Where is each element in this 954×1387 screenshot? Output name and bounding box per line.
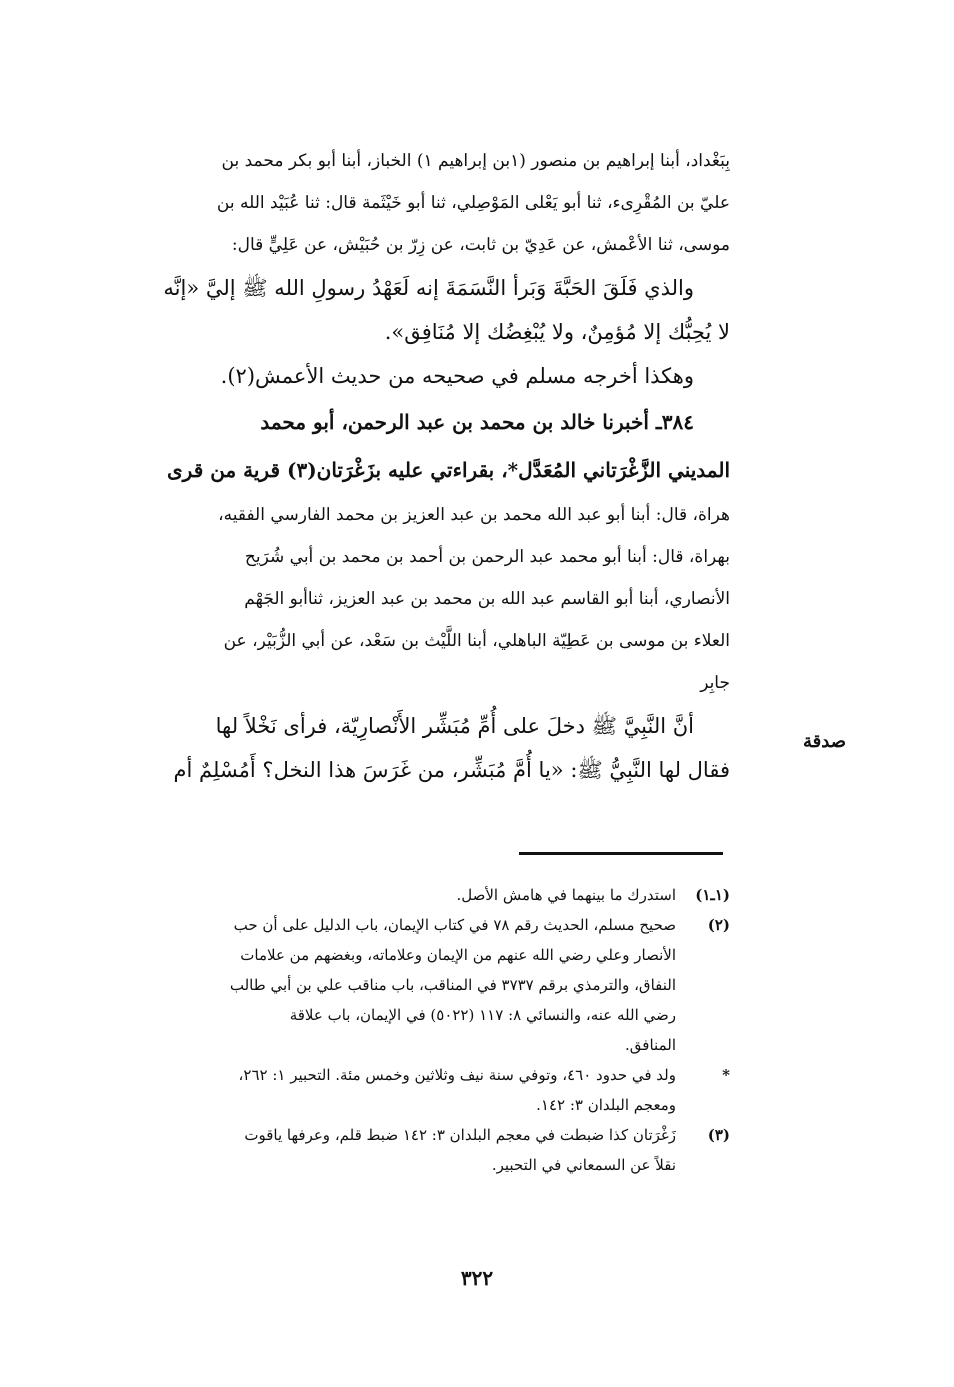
text-line: العلاء بن موسى بن عَطِيّة الباهلي، أبنا اللَّيْث بن سَعْد، عن أبي الزُّبَيْر، عن <box>223 631 730 651</box>
footnote-marker: (١ـ١) <box>695 886 730 904</box>
page-number: ٣٢٢ <box>460 1266 494 1290</box>
text-line: هراة، قال: أبنا أبو عبد الله محمد بن عبد العزيز بن محمد الفارسي الفقيه، <box>218 505 730 525</box>
footnote-line: الأنصار وعلي رضي الله عنهم من الإيمان وعلاماته، وبغضهم من علامات <box>240 946 676 964</box>
hadith-text-line: لا يُحِبُّك إلا مُؤمِنٌ، ولا يُبْغِضُك إلا مُنَافِق». <box>384 320 730 344</box>
footnote-marker: (٢) <box>707 916 730 934</box>
text-line: عليّ بن المُقْرِىء، ثنا أبو يَعْلى المَوْصِلي، ثنا أبو خَيْثَمة قال: ثنا عُبَيْد الله بن <box>216 193 730 213</box>
footnote-line: رضي الله عنه، والنسائي ٨: ١١٧ (٥٠٢٢) في الإيمان، باب علاقة <box>289 1006 676 1024</box>
footnotes <box>118 880 730 1180</box>
hadith-text-line: والذي فَلَقَ الحَبَّةَ وَبَرأ النَّسَمَةَ إنه لَعَهْدُ رسولِ الله ﷺ إليَّ «إنَّه <box>163 276 694 300</box>
text-line: جابِر <box>700 673 730 693</box>
text-line: موسى، ثنا الأعْمش، عن عَدِيّ بن ثابت، عن زِرّ بن حُبَيْش، عن عَلِيٍّ قال: <box>231 235 730 255</box>
footnote-line: استدرك ما بينهما في هامش الأصل. <box>456 886 676 904</box>
footnote-line: المنافق. <box>625 1036 676 1054</box>
footnote-marker: (٣) <box>707 1126 730 1144</box>
footnote-divider <box>519 852 723 855</box>
entry-heading-line: المديني الزَّغْرَتاني المُعَدَّل*، بقراءتي عليه بزَغْرَتان(٣) قرية من قرى <box>167 458 730 482</box>
text-line: بهراة، قال: أبنا أبو محمد عبد الرحمن بن أحمد بن محمد بن أبي شُرَيح <box>244 547 730 567</box>
hadith-text-line: فقال لها النَّبِيُّ ﷺ: «يا أُمَّ مُبَشِّر، من غَرَسَ هذا النخل؟ أَمُسْلِمٌ أم <box>173 758 730 782</box>
main-text <box>118 140 730 792</box>
footnote <box>118 1060 730 1120</box>
hadith-text-line: أنَّ النَّبِيَّ ﷺ دخلَ على أُمِّ مُبَشِّر الأَنْصارِيّة، فرأى نَخْلاً لها <box>215 714 694 738</box>
footnote <box>118 1120 730 1180</box>
note-line: وهكذا أخرجه مسلم في صحيحه من حديث الأعمش(٢). <box>220 364 694 388</box>
footnote-line: صحيح مسلم، الحديث رقم ٧٨ في كتاب الإيمان، باب الدليل على أن حب <box>233 916 676 934</box>
footnote <box>118 910 730 1060</box>
footnote-line: زَغْرَتان كذا ضبطت في معجم البلدان ٣: ١٤٢ ضبط قلم، وعرفها ياقوت <box>244 1126 676 1144</box>
footnote-line: النفاق، والترمذي برقم ٣٧٣٧ في المناقب، باب مناقب علي بن أبي طالب <box>229 976 676 994</box>
entry-heading-line: ٣٨٤ـ أخبرنا خالد بن محمد بن عبد الرحمن، أبو محمد <box>260 410 694 434</box>
text-line: الأنصاري، أبنا أبو القاسم عبد الله بن محمد بن عبد العزيز، ثناأبو الجَهْم <box>244 589 730 609</box>
footnote <box>118 880 730 910</box>
footnote-marker: * <box>722 1066 730 1084</box>
margin-note: صدقة <box>803 731 846 752</box>
footnote-line: نقلاً عن السمعاني في التحبير. <box>491 1156 676 1174</box>
text-line: بِبَغْداد، أبنا إبراهيم بن منصور (١بن إبراهيم ١) الخباز، أبنا أبو بكر محمد بن <box>221 151 730 171</box>
footnote-line: ولد في حدود ٤٦٠، وتوفي سنة نيف وثلاثين وخمس مئة. التحبير ١: ٢٦٢، <box>238 1066 676 1084</box>
footnote-line: ومعجم البلدان ٣: ١٤٢. <box>536 1096 676 1114</box>
